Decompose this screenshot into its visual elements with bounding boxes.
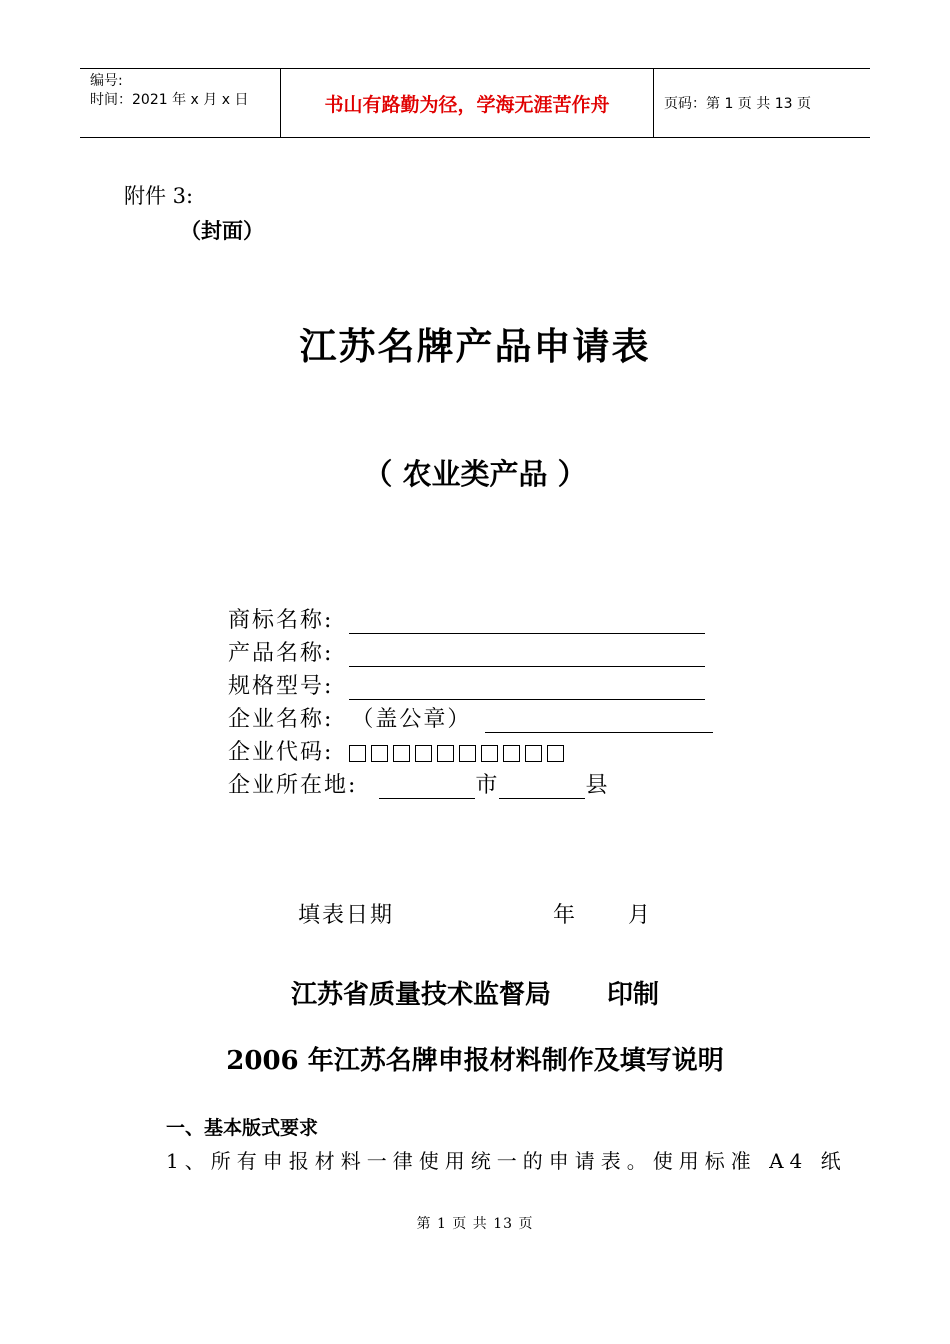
header-table (80, 68, 870, 138)
code-box[interactable] (349, 745, 366, 762)
location-row (228, 769, 609, 799)
city-suffix: 市 (475, 773, 500, 798)
cover-label: （封面） (180, 219, 264, 243)
code-box[interactable] (371, 745, 388, 762)
code-box[interactable] (459, 745, 476, 762)
explain-title: 2006 年江苏名牌申报材料制作及填写说明 (226, 1046, 724, 1076)
attachment-label: 附件 3: (124, 184, 194, 208)
city-field[interactable] (379, 774, 475, 799)
code-box[interactable] (437, 745, 454, 762)
trademark-row (228, 604, 705, 634)
fill-date-month: 月 (628, 903, 653, 928)
code-label: 企业代码: (228, 740, 334, 765)
trademark-field[interactable] (349, 609, 705, 634)
code-box[interactable] (503, 745, 520, 762)
spec-label: 规格型号: (228, 674, 334, 699)
company-label: 企业名称: (228, 707, 334, 732)
issuer-action: 印制 (607, 980, 660, 1010)
spec-row (228, 670, 705, 700)
fill-date-label: 填表日期 (298, 903, 395, 928)
trademark-label: 商标名称: (228, 608, 334, 633)
product-field[interactable] (349, 642, 705, 667)
product-row (228, 637, 705, 667)
seal-note: （盖公章） (351, 707, 472, 732)
page-info-text: 页码：第 1 页 共 13 页 (664, 96, 811, 112)
product-label: 产品名称: (228, 641, 334, 666)
company-row (228, 703, 713, 733)
page-title: 江苏名牌产品申请表 (299, 324, 651, 368)
page-footer: 第 1 页 共 13 页 (416, 1216, 534, 1232)
page-subtitle: （ 农业类产品 ） (363, 457, 587, 491)
time-label: 时间：2021 年 x 月 x 日 (90, 92, 249, 108)
issuer-name: 江苏省质量技术监督局 (290, 980, 551, 1010)
section1-paragraph: 1、所有申报材料一律使用统一的申请表。使用标准 A4 纸 (166, 1149, 847, 1173)
code-box[interactable] (547, 745, 564, 762)
spec-field[interactable] (349, 675, 705, 700)
number-label: 编号: (90, 73, 123, 89)
page-info-cell (654, 69, 870, 137)
code-row (228, 736, 569, 766)
issuer-line (0, 974, 950, 1011)
location-label: 企业所在地: (228, 773, 358, 798)
section1-title: 一、基本版式要求 (166, 1117, 319, 1139)
motto-text: 书山有路勤为径，学海无涯苦作舟 (324, 93, 610, 116)
header-meta-cell (80, 69, 281, 137)
motto-cell (281, 69, 654, 137)
code-box[interactable] (393, 745, 410, 762)
company-field[interactable] (485, 708, 713, 733)
code-box[interactable] (525, 745, 542, 762)
code-box[interactable] (481, 745, 498, 762)
county-field[interactable] (499, 774, 585, 799)
code-box[interactable] (415, 745, 432, 762)
fill-date-year: 年 (553, 903, 578, 928)
county-suffix: 县 (585, 773, 610, 798)
code-boxes[interactable] (349, 745, 569, 766)
